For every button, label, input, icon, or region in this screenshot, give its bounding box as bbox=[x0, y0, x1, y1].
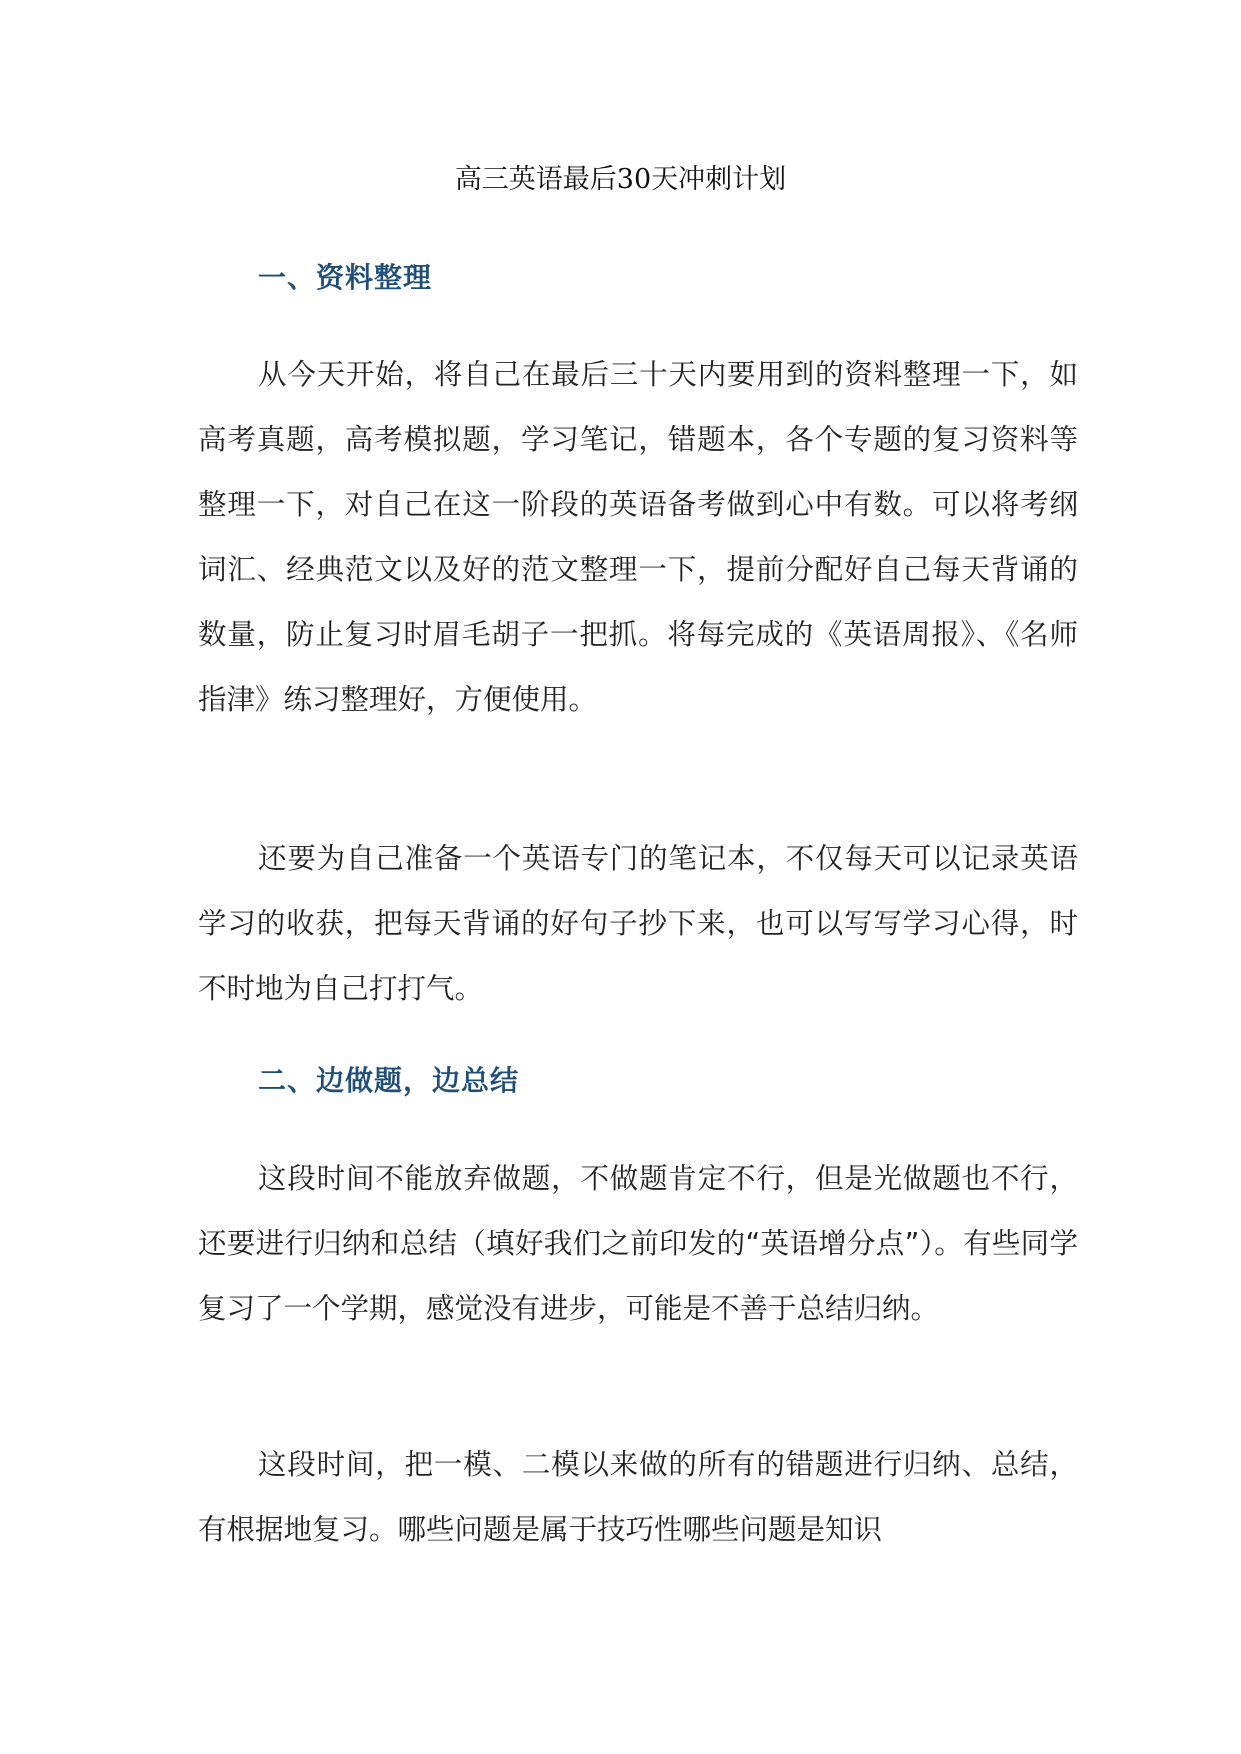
document-title: 高三英语最后30天冲刺计划 bbox=[454, 164, 787, 195]
paragraph: 这段时间，把一模、二模以来做的所有的错题进行归纳、总结，有根据地复习。哪些问题是属于技巧性哪些问题是知识 bbox=[198, 1448, 1078, 1546]
paragraph: 还要为自己准备一个英语专门的笔记本，不仅每天可以记录英语学习的收获，把每天背诵的好句子抄下来，也可以写写学习心得，时不时地为自己打打气。 bbox=[198, 842, 1078, 1005]
section-heading-practice-summary: 二、边做题，边总结 bbox=[258, 1064, 520, 1097]
paragraph: 这段时间不能放弃做题，不做题肯定不行，但是光做题也不行，还要进行归纳和总结（填好我们之前印发的“英语增分点”）。有些同学复习了一个学期，感觉没有进步，可能是不善于总结归纳。 bbox=[198, 1162, 1078, 1325]
paragraph: 从今天开始，将自己在最后三十天内要用到的资料整理一下，如高考真题，高考模拟题，学习笔记，错题本，各个专题的复习资料等整理一下，对自己在这一阶段的英语备考做到心中有数。可以将考纲词汇、经典范文以及好的范文整理一下，提前分配好自己每天背诵的数量，防止复习时眉毛胡子一把抓。将每完成的《英语周报》、《名师指津》练习整理好，方便使用。 bbox=[198, 358, 1078, 716]
section-heading-materials: 一、资料整理 bbox=[258, 261, 433, 294]
